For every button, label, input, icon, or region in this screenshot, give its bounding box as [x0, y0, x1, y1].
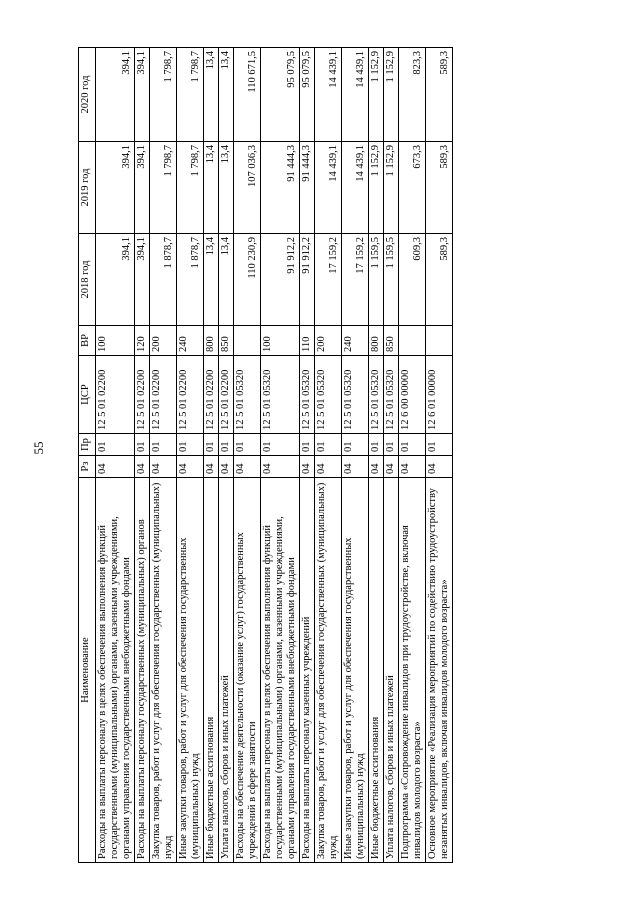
row-2018: 1 878,7: [177, 234, 204, 326]
rotated-table-container: [78, 48, 548, 863]
row-pr: 01: [426, 434, 453, 456]
row-vr: 200: [315, 326, 342, 356]
row-2018: 1 878,7: [150, 234, 177, 326]
row-name: Расходы на выплаты персоналу в целях обеспечения выполнения функций государственными (муниципальными) органами, казенными учреждениями, органами управления государственными внебюджетными фондами: [96, 478, 135, 863]
table-row: [177, 48, 204, 863]
row-csr: 12 5 01 05320: [384, 356, 399, 434]
header-2020: 2020 год: [79, 48, 96, 142]
header-csr: ЦСР: [79, 356, 96, 434]
row-csr: 12 5 01 05320: [315, 356, 342, 434]
row-2019: 13,4: [204, 142, 219, 234]
row-2018: 394,1: [96, 234, 135, 326]
row-csr: 12 6 01 00000: [426, 356, 453, 434]
table-row: [135, 48, 150, 863]
row-2019: 1 152,9: [384, 142, 399, 234]
row-vr: 800: [204, 326, 219, 356]
row-2020: 394,1: [135, 48, 150, 142]
row-vr: 200: [150, 326, 177, 356]
row-2020: 13,4: [219, 48, 234, 142]
row-rz: 04: [369, 456, 384, 478]
row-name: Расходы на выплаты персоналу государственных (муниципальных) органов: [135, 478, 150, 863]
row-rz: 04: [300, 456, 315, 478]
budget-table: [78, 47, 453, 863]
row-rz: 04: [399, 456, 426, 478]
row-vr: 100: [261, 326, 300, 356]
row-rz: 04: [426, 456, 453, 478]
row-csr: 12 5 01 05320: [300, 356, 315, 434]
row-vr: 100: [96, 326, 135, 356]
table-row: [204, 48, 219, 863]
row-rz: 04: [219, 456, 234, 478]
row-pr: 01: [96, 434, 135, 456]
row-2019: 91 444,3: [300, 142, 315, 234]
row-2018: 110 230,9: [234, 234, 261, 326]
row-pr: 01: [261, 434, 300, 456]
row-2019: 1 152,9: [369, 142, 384, 234]
row-pr: 01: [300, 434, 315, 456]
row-name: Подпрограмма «Сопровождение инвалидов при трудоустройстве, включая инвалидов молодого возраста»: [399, 478, 426, 863]
row-vr: 120: [135, 326, 150, 356]
row-2019: 1 798,7: [177, 142, 204, 234]
row-2019: 394,1: [96, 142, 135, 234]
table-row: [384, 48, 399, 863]
row-csr: 12 5 01 05320: [234, 356, 261, 434]
row-name: Закупка товаров, работ и услуг для обеспечения государственных (муниципальных) нужд: [150, 478, 177, 863]
table-row: [342, 48, 369, 863]
row-2018: 13,4: [219, 234, 234, 326]
table-row: [261, 48, 300, 863]
row-2020: 14 439,1: [315, 48, 342, 142]
row-csr: 12 5 01 05320: [261, 356, 300, 434]
row-2019: 394,1: [135, 142, 150, 234]
row-name: Расходы на обеспечение деятельности (оказание услуг) государственных учреждений в сфере занятости: [234, 478, 261, 863]
row-2018: 91 912,2: [300, 234, 315, 326]
table-row: [369, 48, 384, 863]
row-pr: 01: [399, 434, 426, 456]
row-2019: 107 036,3: [234, 142, 261, 234]
row-name: Иные бюджетные ассигнования: [204, 478, 219, 863]
row-rz: 04: [177, 456, 204, 478]
table-row: [234, 48, 261, 863]
table-body: [96, 48, 453, 863]
row-vr: 110: [300, 326, 315, 356]
row-csr: 12 5 01 02200: [135, 356, 150, 434]
row-csr: 12 5 01 05320: [369, 356, 384, 434]
table-row: [426, 48, 453, 863]
row-2020: 13,4: [204, 48, 219, 142]
row-2018: 1 159,5: [384, 234, 399, 326]
table-row: [399, 48, 426, 863]
row-2020: 1 152,9: [369, 48, 384, 142]
row-name: Уплата налогов, сборов и иных платежей: [219, 478, 234, 863]
row-2018: 17 159,2: [315, 234, 342, 326]
row-csr: 12 5 01 02200: [219, 356, 234, 434]
row-rz: 04: [96, 456, 135, 478]
row-name: Иные закупки товаров, работ и услуг для обеспечения государственных (муниципальных) нужд: [342, 478, 369, 863]
row-vr: 850: [219, 326, 234, 356]
row-csr: 12 6 00 00000: [399, 356, 426, 434]
row-rz: 04: [135, 456, 150, 478]
row-pr: 01: [150, 434, 177, 456]
row-pr: 01: [369, 434, 384, 456]
row-rz: 04: [261, 456, 300, 478]
row-vr: [234, 326, 261, 356]
row-2018: 17 159,2: [342, 234, 369, 326]
table-row: [96, 48, 135, 863]
row-2018: 91 912,2: [261, 234, 300, 326]
row-2020: 110 671,5: [234, 48, 261, 142]
row-pr: 01: [315, 434, 342, 456]
row-pr: 01: [219, 434, 234, 456]
row-csr: 12 5 01 02200: [96, 356, 135, 434]
row-2020: 95 079,5: [300, 48, 315, 142]
row-csr: 12 5 01 02200: [177, 356, 204, 434]
row-2020: 95 079,5: [261, 48, 300, 142]
header-2018: 2018 год: [79, 234, 96, 326]
row-rz: 04: [234, 456, 261, 478]
row-name: Основное мероприятие «Реализация мероприятий по содействию трудоустройству незанятых инвалидов, включая инвалидов молодого возраста»: [426, 478, 453, 863]
row-2020: 14 439,1: [342, 48, 369, 142]
row-rz: 04: [150, 456, 177, 478]
row-pr: 01: [234, 434, 261, 456]
row-2020: 823,3: [399, 48, 426, 142]
row-pr: 01: [135, 434, 150, 456]
row-2020: 1 152,9: [384, 48, 399, 142]
header-name: Наименование: [79, 478, 96, 863]
row-rz: 04: [384, 456, 399, 478]
row-2019: 14 439,1: [315, 142, 342, 234]
row-vr: [426, 326, 453, 356]
table-row: [150, 48, 177, 863]
row-2020: 1 798,7: [150, 48, 177, 142]
row-2019: 589,3: [426, 142, 453, 234]
row-rz: 04: [315, 456, 342, 478]
row-2018: 609,3: [399, 234, 426, 326]
page-number: 55: [31, 441, 46, 455]
header-pr: Пр: [79, 434, 96, 456]
row-2020: 394,1: [96, 48, 135, 142]
row-name: Иные бюджетные ассигнования: [369, 478, 384, 863]
header-2019: 2019 год: [79, 142, 96, 234]
row-name: Иные закупки товаров, работ и услуг для обеспечения государственных (муниципальных) нужд: [177, 478, 204, 863]
row-pr: 01: [342, 434, 369, 456]
row-2020: 1 798,7: [177, 48, 204, 142]
row-pr: 01: [177, 434, 204, 456]
row-name: Уплата налогов, сборов и иных платежей: [384, 478, 399, 863]
header-vr: ВР: [79, 326, 96, 356]
row-vr: 800: [369, 326, 384, 356]
row-vr: 850: [384, 326, 399, 356]
row-pr: 01: [204, 434, 219, 456]
row-vr: 240: [177, 326, 204, 356]
row-name: Закупка товаров, работ и услуг для обеспечения государственных (муниципальных) нужд: [315, 478, 342, 863]
row-2019: 673,3: [399, 142, 426, 234]
row-rz: 04: [204, 456, 219, 478]
header-rz: Рз: [79, 456, 96, 478]
row-2019: 91 444,3: [261, 142, 300, 234]
row-csr: 12 5 01 02200: [204, 356, 219, 434]
row-csr: 12 5 01 02200: [150, 356, 177, 434]
row-2018: 394,1: [135, 234, 150, 326]
row-vr: 240: [342, 326, 369, 356]
row-vr: [399, 326, 426, 356]
row-2018: 589,3: [426, 234, 453, 326]
row-name: Расходы на выплаты персоналу казенных учреждений: [300, 478, 315, 863]
row-2019: 13,4: [219, 142, 234, 234]
row-2019: 14 439,1: [342, 142, 369, 234]
row-csr: 12 5 01 05320: [342, 356, 369, 434]
row-2020: 589,3: [426, 48, 453, 142]
table-row: [300, 48, 315, 863]
row-name: Расходы на выплаты персоналу в целях обеспечения выполнения функций государственными (муниципальными) органами, казенными учреждениями, органами управления государственными внебюджетными фондами: [261, 478, 300, 863]
table-row: [219, 48, 234, 863]
row-rz: 04: [342, 456, 369, 478]
row-2018: 1 159,5: [369, 234, 384, 326]
row-2019: 1 798,7: [150, 142, 177, 234]
row-pr: 01: [384, 434, 399, 456]
header-row: [79, 48, 96, 863]
row-2018: 13,4: [204, 234, 219, 326]
table-row: [315, 48, 342, 863]
